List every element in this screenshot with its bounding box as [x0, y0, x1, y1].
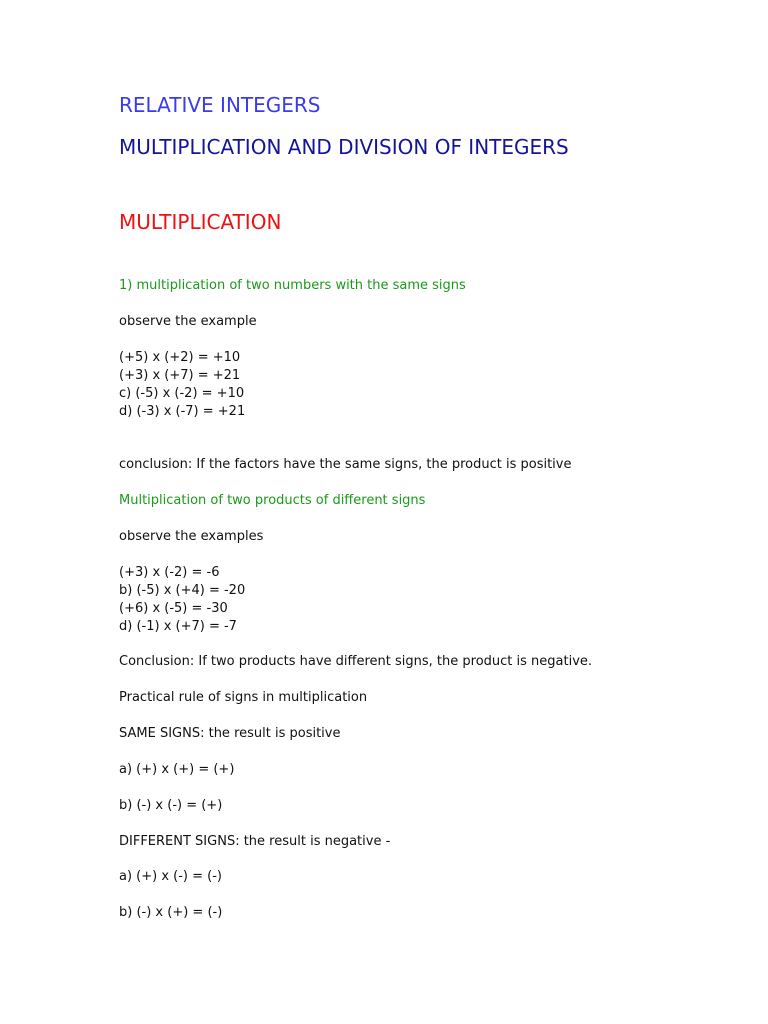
rule-line: b) (-) x (-) = (+) — [119, 798, 223, 813]
different-signs-label: DIFFERENT SIGNS: the result is negative - — [119, 834, 391, 849]
rules-heading: Practical rule of signs in multiplication — [119, 690, 368, 705]
part2-heading: Multiplication of two products of different signs — [119, 493, 426, 508]
example-line: c) (-5) x (-2) = +10 — [119, 386, 245, 401]
same-signs-label: SAME SIGNS: the result is positive — [119, 726, 341, 741]
example-line: d) (-3) x (-7) = +21 — [119, 404, 246, 419]
rule-line: b) (-) x (+) = (-) — [119, 905, 223, 920]
part2-conclusion: Conclusion: If two products have different signs, the product is negative. — [119, 654, 593, 669]
document-subtitle: MULTIPLICATION AND DIVISION OF INTEGERS — [119, 135, 569, 159]
part1-conclusion: conclusion: If the factors have the same signs, the product is positive — [119, 457, 572, 472]
part1-intro: observe the example — [119, 314, 257, 329]
document-title: RELATIVE INTEGERS — [119, 93, 321, 117]
part2-intro: observe the examples — [119, 529, 264, 544]
example-line: (+3) x (+7) = +21 — [119, 368, 241, 383]
section-heading: MULTIPLICATION — [119, 210, 282, 234]
example-line: (+3) x (-2) = -6 — [119, 565, 220, 580]
example-line: (+5) x (+2) = +10 — [119, 350, 241, 365]
rule-line: a) (+) x (+) = (+) — [119, 762, 235, 777]
example-line: d) (-1) x (+7) = -7 — [119, 619, 237, 634]
part1-heading: 1) multiplication of two numbers with the same signs — [119, 278, 466, 293]
rule-line: a) (+) x (-) = (-) — [119, 869, 222, 884]
example-line: (+6) x (-5) = -30 — [119, 601, 228, 616]
example-line: b) (-5) x (+4) = -20 — [119, 583, 246, 598]
